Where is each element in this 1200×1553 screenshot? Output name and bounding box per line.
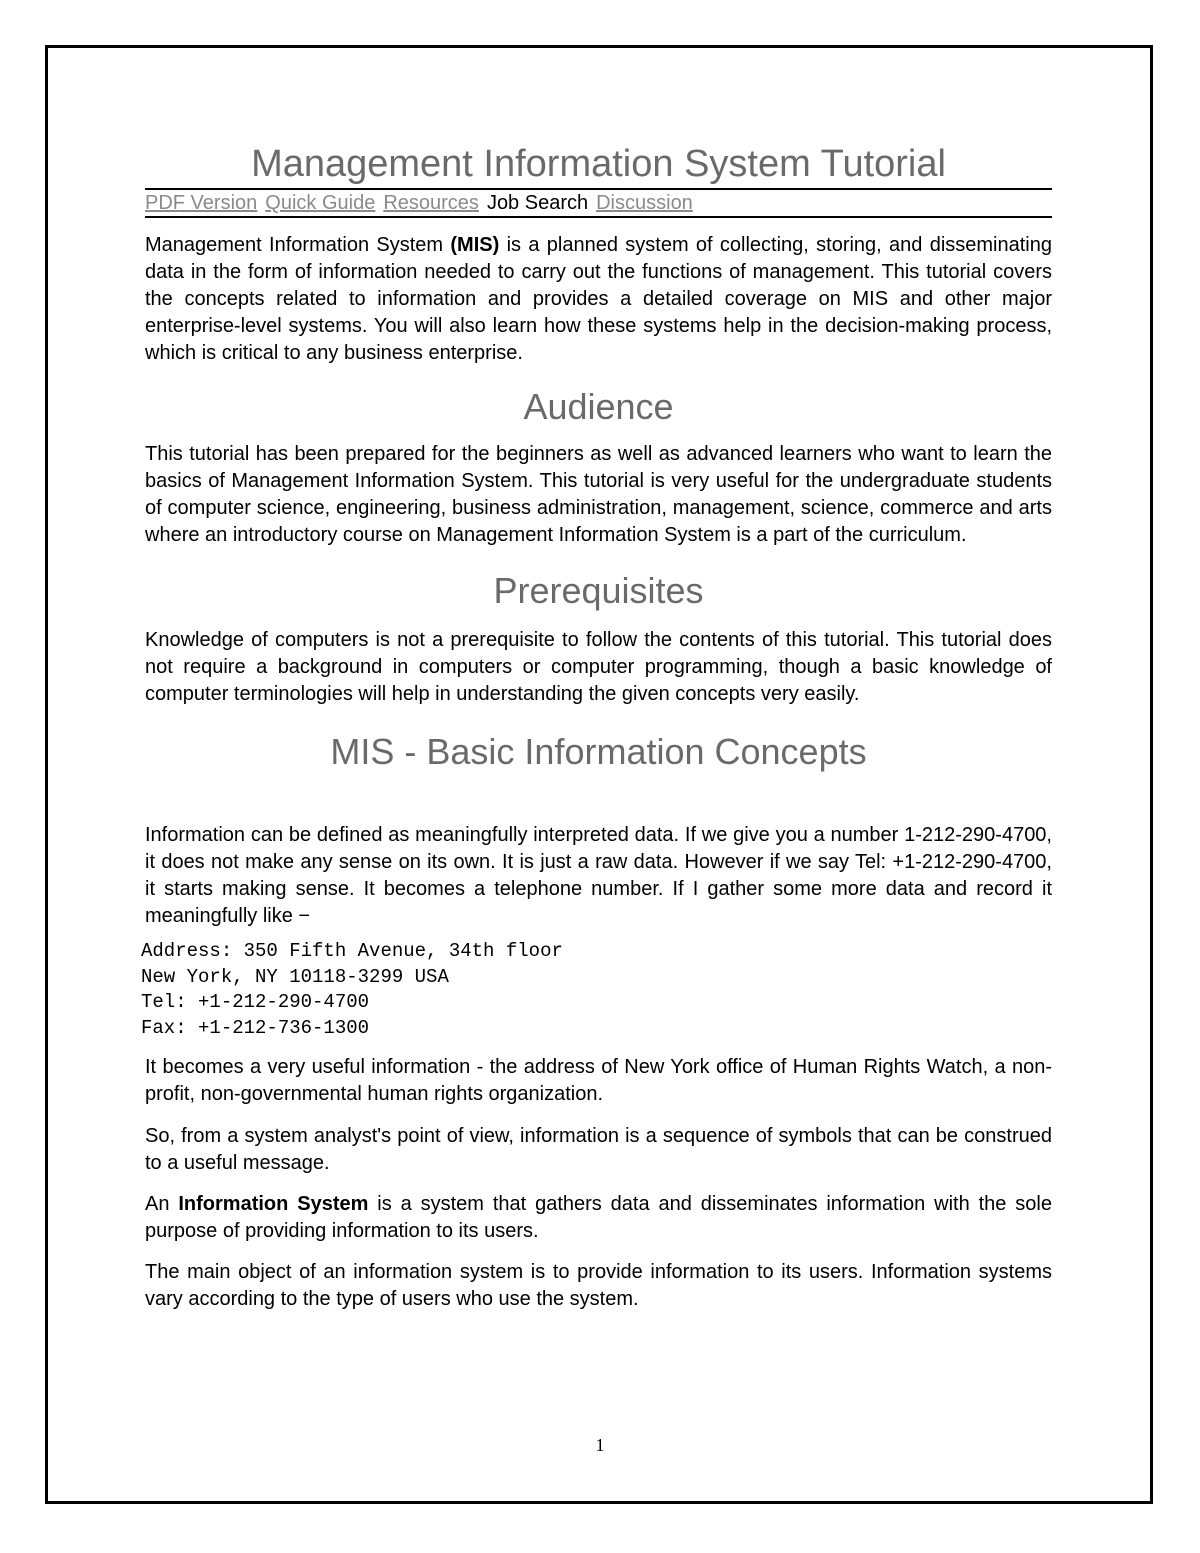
page-number: 1 [595,1435,605,1455]
para4-rest: is a system that gathers data and disseminates information with the sole purpose of providing information to its users. [145,1193,1052,1242]
nav-link-quick-guide[interactable]: Quick Guide [265,192,376,214]
address-line: Fax: +1-212-736-1300 [141,1016,370,1039]
para4-bold-term: Information System [178,1193,369,1215]
concepts-paragraph-2: It becomes a very useful information - the address of New York office of Human Rights Watch, a non-profit, non-governmental human rights organization. [145,1056,1052,1105]
tutorial-nav-bar [145,188,1052,218]
intro-paragraph [145,232,1052,367]
address-block [141,939,1052,1041]
address-line: New York, NY 10118-3299 USA [141,965,449,988]
concepts-paragraph-5: The main object of an information system is to provide information to its users. Information systems vary according to the type of users who use the system. [145,1261,1052,1310]
address-line: Address: 350 Fifth Avenue, 34th floor [141,940,563,962]
page-title: Management Information System Tutorial [251,143,946,185]
concepts-paragraph-1: Information can be defined as meaningfully interpreted data. If we give you a number 1-212-290-4700, it does not make any sense on its own. It is just a raw data. However if we say Tel: +1-212-290-4700, it starts making sense. It becomes a telephone number. If I gather some more data and record it meaningfully like − [145,824,1052,927]
audience-heading: Audience [523,386,674,427]
concepts-paragraph-4 [145,1191,1052,1245]
concepts-paragraph-3: So, from a system analyst's point of view, information is a sequence of symbols that can be construed to a useful message. [145,1125,1052,1174]
concepts-heading: MIS - Basic Information Concepts [330,731,867,772]
nav-link-discussion[interactable]: Discussion [596,192,693,214]
address-line: Tel: +1-212-290-4700 [141,991,370,1013]
para4-prefix: An [145,1193,179,1215]
nav-link-resources[interactable]: Resources [383,192,479,214]
prerequisites-paragraph: Knowledge of computers is not a prerequisite to follow the contents of this tutorial. This tutorial does not require a background in computers or computer programming, though a basic knowledge of computer terminologies will help in understanding the given concepts very easily. [145,629,1052,705]
prerequisites-heading: Prerequisites [493,570,704,611]
nav-item-job-search: Job Search [486,192,589,214]
intro-bold-mis: (MIS) [450,234,500,256]
intro-text-rest: is a planned system of collecting, storing, and disseminating data in the form of information needed to carry out the functions of management. This tutorial covers the concepts related to information and provides a detailed coverage on MIS and other major enterprise-level systems. You will also learn how these systems help in the decision-making process, which is critical to any business enterprise. [145,234,1052,364]
audience-paragraph: This tutorial has been prepared for the beginners as well as advanced learners who want to learn the basics of Management Information System. This tutorial is very useful for the undergraduate students of computer science, engineering, business administration, management, science, commerce and arts where an introductory course on Management Information System is a part of the curriculum. [145,443,1052,546]
document-content [141,140,1052,1313]
intro-text-start: Management Information System [145,234,451,256]
nav-link-pdf-version[interactable]: PDF Version [145,192,258,214]
